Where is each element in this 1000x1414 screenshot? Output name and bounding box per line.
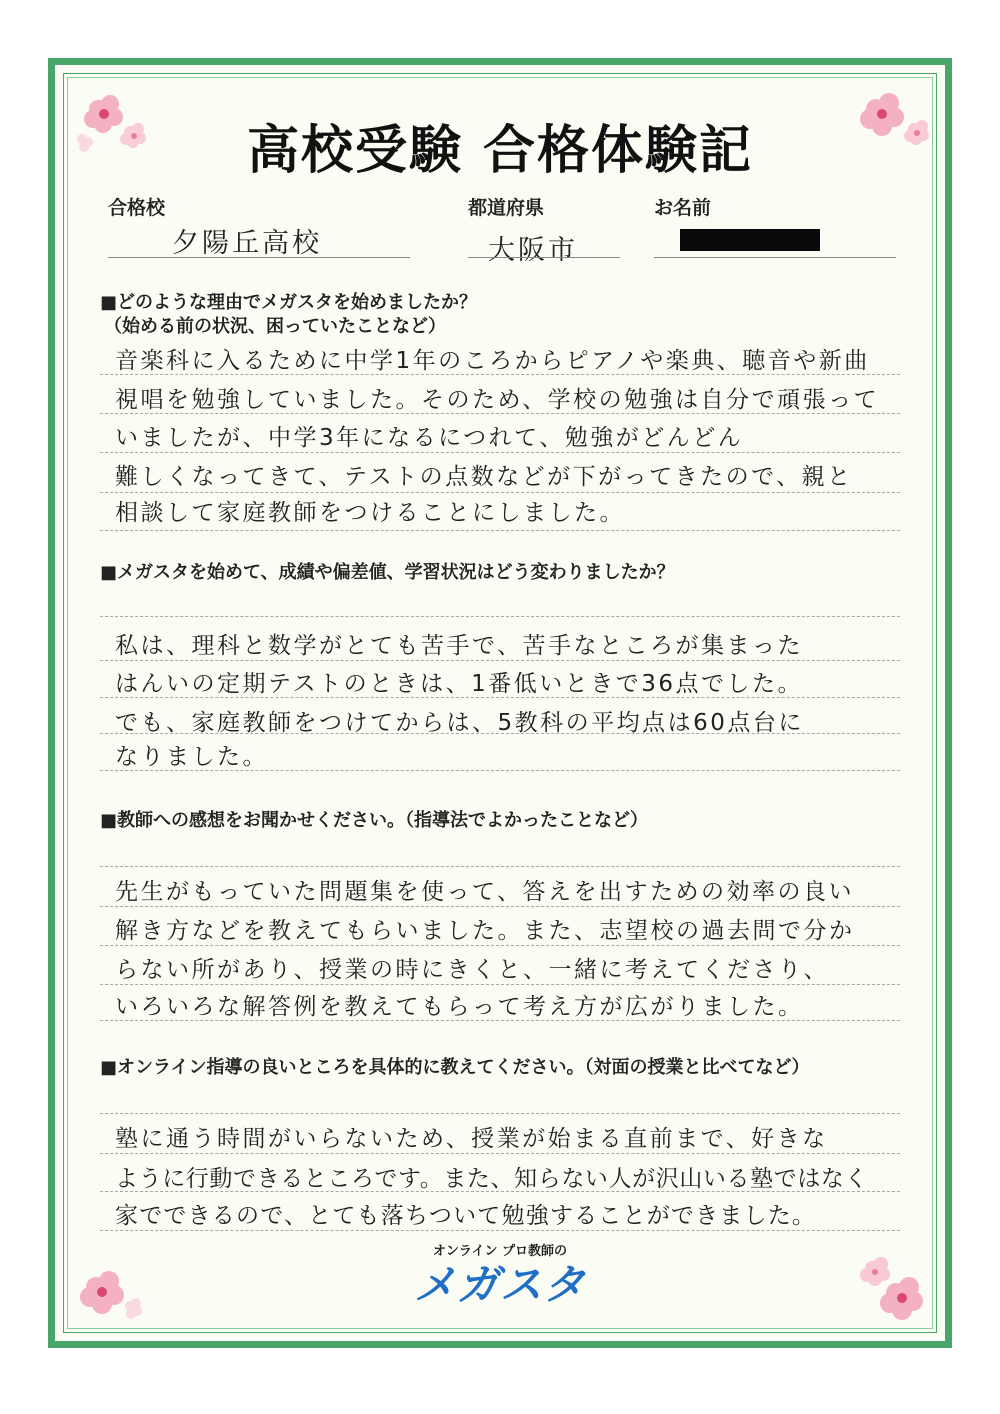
answer-3-line-4: いろいろな解答例を教えてもらって考え方が広がりました。 bbox=[115, 994, 804, 1020]
answer-2-line-3: でも、家庭教師をつけてからは、5教科の平均点は60点台に bbox=[115, 710, 804, 736]
megasta-logo: メガスタ bbox=[413, 1260, 586, 1309]
ruled-line bbox=[100, 530, 900, 531]
question-1: ■どのような理由でメガスタを始めましたか？ bbox=[100, 292, 478, 313]
school-underline bbox=[108, 257, 410, 258]
answer-1-line-5: 相談して家庭教師をつけることにしました。 bbox=[115, 500, 625, 526]
ruled-line bbox=[100, 616, 900, 617]
ruled-line bbox=[100, 866, 900, 867]
answer-2-line-1: 私は、理科と数学がとても苦手で、苦手なところが集まった bbox=[115, 633, 804, 659]
answer-4-line-1: 塾に通う時間がいらないため、授業が始まる直前まで、好きな bbox=[115, 1126, 828, 1152]
page-title: 高校受験 合格体験記 bbox=[246, 121, 754, 181]
answer-3-line-2: 解き方などを教えてもらいました。また、志望校の過去問で分か bbox=[115, 918, 855, 944]
ruled-line bbox=[100, 413, 900, 414]
name-redaction bbox=[680, 229, 820, 251]
name-underline bbox=[654, 257, 896, 258]
answer-1-line-1: 音楽科に入るために中学1年のころからピアノや楽典、聴音や新曲 bbox=[115, 348, 870, 374]
answer-4-line-3: 家でできるので、とても落ちついて勉強することができました。 bbox=[115, 1203, 817, 1229]
school-label: 合格校 bbox=[108, 197, 166, 219]
logo-tagline: オンライン プロ教師の bbox=[432, 1244, 568, 1259]
question-2: ■メガスタを始めて、成績や偏差値、学習状況はどう変わりましたか？ bbox=[100, 562, 675, 583]
ruled-line bbox=[100, 452, 900, 453]
prefecture-label: 都道府県 bbox=[468, 197, 545, 219]
answer-4-line-2: ように行動できるところです。また、知らない人が沢山いる塾ではなく bbox=[115, 1166, 869, 1192]
answer-3-line-3: らない所があり、授業の時にきくと、一緒に考えてくださり、 bbox=[115, 957, 829, 983]
answer-2-line-2: はんいの定期テストのときは、1番低いときで36点でした。 bbox=[115, 671, 803, 697]
answer-1-line-3: いましたが、中学3年になるにつれて、勉強がどんどん bbox=[115, 425, 744, 451]
ruled-line bbox=[100, 1230, 900, 1231]
ruled-line bbox=[100, 1153, 900, 1154]
ruled-line bbox=[100, 1191, 900, 1192]
ruled-line bbox=[100, 945, 900, 946]
ruled-line bbox=[100, 1113, 900, 1114]
ruled-line bbox=[100, 770, 900, 771]
ruled-line bbox=[100, 984, 900, 985]
ruled-line bbox=[100, 906, 900, 907]
prefecture-value: 大阪市 bbox=[488, 235, 578, 266]
answer-3-line-1: 先生がもっていた問題集を使って、答えを出すための効率の良い bbox=[115, 879, 855, 905]
ruled-line bbox=[100, 1020, 900, 1021]
name-label: お名前 bbox=[654, 197, 712, 219]
ruled-line bbox=[100, 374, 900, 375]
ruled-line bbox=[100, 733, 900, 734]
answer-1-line-2: 視唱を勉強していました。そのため、学校の勉強は自分で頑張って bbox=[115, 387, 880, 413]
question-3: ■教師への感想をお聞かせください。（指導法でよかったことなど） bbox=[100, 810, 649, 831]
question-4: ■オンライン指導の良いところを具体的に教えてください。（対面の授業と比べてなど） bbox=[100, 1057, 810, 1078]
ruled-line bbox=[100, 697, 900, 698]
answer-2-line-4: なりました。 bbox=[115, 744, 268, 770]
answer-1-line-4: 難しくなってきて、テストの点数などが下がってきたので、親と bbox=[115, 464, 853, 490]
school-value: 夕陽丘高校 bbox=[172, 228, 322, 259]
ruled-line bbox=[100, 492, 900, 493]
prefecture-underline bbox=[468, 257, 620, 258]
ruled-line bbox=[100, 660, 900, 661]
question-1-sub: （始める前の状況、困っていたことなど） bbox=[104, 316, 446, 337]
